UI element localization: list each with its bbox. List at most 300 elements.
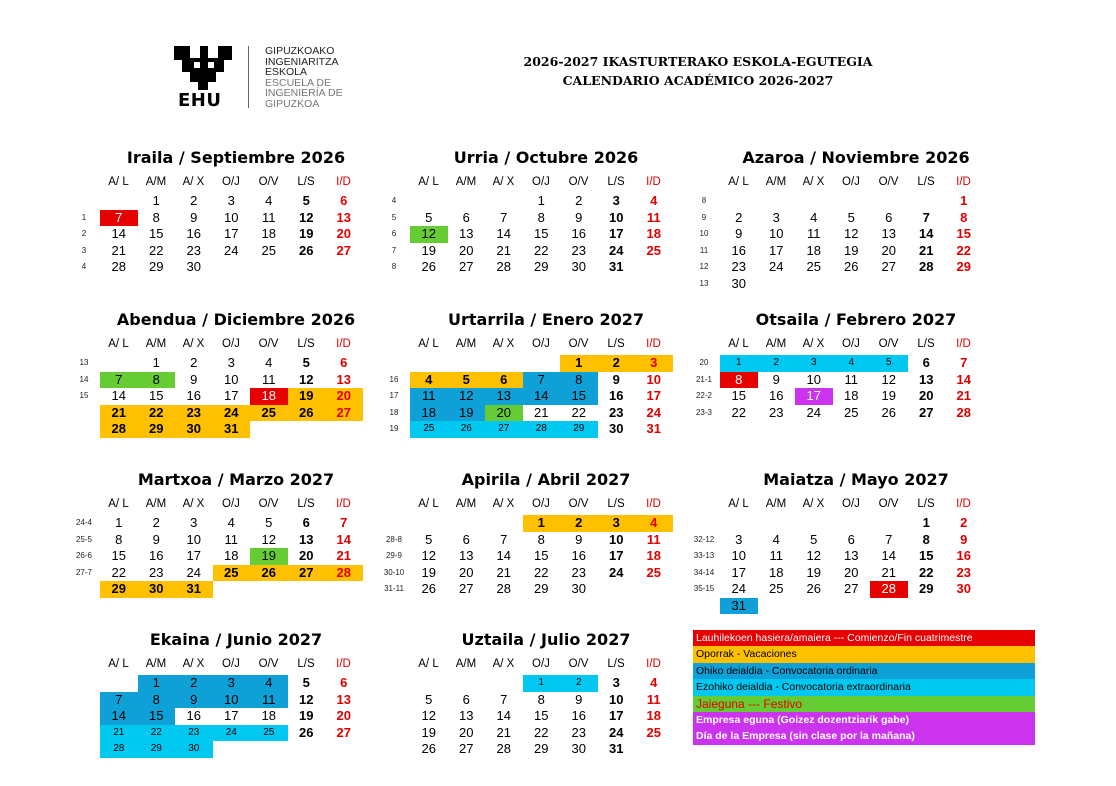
day-cell: 8	[560, 372, 598, 389]
day-cell: 6	[462, 531, 470, 547]
day-cell: 17	[731, 564, 746, 580]
day-cell: 2	[560, 515, 598, 532]
day-cell: 8	[115, 531, 123, 547]
day-header: O/V	[878, 176, 899, 188]
day-cell: 11	[262, 371, 276, 387]
day-header: L/S	[607, 176, 625, 188]
day-cell: 18	[769, 564, 784, 580]
day-header: A/ X	[492, 176, 515, 188]
day-cell: 2	[190, 355, 198, 370]
day-cell: 4	[265, 193, 273, 208]
day-header: O/J	[842, 498, 860, 510]
week-number: 19	[389, 424, 399, 433]
day-cell: 12	[261, 531, 276, 547]
day-cell: 18	[646, 548, 661, 563]
day-cell: 6	[340, 193, 348, 208]
day-cell: 2	[598, 355, 636, 372]
week-number: 26-6	[75, 551, 92, 560]
day-header: L/S	[607, 498, 625, 510]
day-cell: 22	[138, 405, 176, 422]
week-number: 5	[391, 212, 397, 222]
school-name	[265, 46, 343, 109]
day-cell: 27	[336, 724, 351, 740]
day-cell: 18	[844, 388, 859, 403]
day-cell: 16	[571, 708, 586, 723]
day-cell: 31	[175, 581, 213, 598]
day-cell: 24	[186, 564, 201, 580]
day-cell: 24	[609, 242, 624, 258]
day-cell: 9	[575, 691, 583, 707]
day-cell: 24	[646, 404, 661, 420]
day-cell: 2	[190, 193, 198, 208]
day-cell: 26	[288, 405, 326, 422]
day-cell: 10	[806, 371, 821, 387]
month-title: Uztaila / Julio 2027	[461, 630, 631, 649]
day-header: O/V	[568, 658, 589, 670]
day-cell: 7	[100, 210, 138, 227]
day-cell: 30	[609, 421, 624, 436]
day-cell: 12	[421, 548, 436, 563]
day-cell: 14	[111, 226, 126, 241]
day-header: O/J	[222, 176, 240, 188]
day-cell: 6	[340, 675, 348, 690]
month-2	[699, 148, 1000, 291]
day-cell: 1	[152, 355, 160, 370]
day-cell: 26	[881, 404, 896, 420]
day-cell: 27	[485, 421, 523, 438]
day-cell: 30	[186, 259, 201, 274]
day-cell: 1	[960, 193, 968, 208]
day-cell: 13	[485, 388, 523, 405]
day-cell: 10	[609, 691, 624, 707]
day-cell: 15	[919, 548, 934, 563]
day-cell: 24	[609, 724, 624, 740]
day-header: O/V	[258, 338, 279, 350]
day-cell: 3	[635, 355, 673, 372]
day-cell: 29	[534, 741, 549, 756]
week-number: 2	[81, 229, 87, 238]
day-cell: 21	[919, 242, 934, 258]
day-header: O/V	[878, 338, 899, 350]
day-cell: 28	[325, 565, 363, 582]
day-cell: 15	[956, 226, 971, 241]
week-number: 27-7	[75, 567, 92, 577]
day-cell: 25	[646, 724, 661, 740]
week-number: 13	[79, 358, 89, 367]
day-cell: 22	[111, 564, 126, 580]
day-cell: 4	[810, 209, 818, 225]
day-cell: 25	[213, 565, 251, 582]
day-header: A/ X	[802, 176, 825, 188]
day-cell: 8	[537, 691, 545, 707]
day-cell: 26	[299, 724, 314, 740]
day-cell: 13	[459, 226, 474, 241]
week-number: 22-2	[695, 391, 712, 400]
day-cell: 30	[571, 741, 586, 756]
day-cell: 20	[485, 405, 523, 422]
month-title: Ekaina / Junio 2027	[149, 630, 323, 649]
day-cell: 8	[960, 209, 968, 225]
day-cell: 2	[175, 675, 213, 692]
day-cell: 25	[410, 421, 448, 438]
day-cell: 3	[795, 355, 833, 372]
day-header: O/J	[222, 658, 240, 670]
day-cell: 28	[956, 404, 971, 420]
week-number: 31-11	[384, 584, 404, 593]
ehu-emblem-icon	[172, 44, 234, 90]
day-cell: 18	[224, 548, 239, 563]
school-line-eu-2: INGENIARITZA	[265, 55, 339, 68]
day-header: A/M	[455, 498, 477, 510]
day-cell: 19	[288, 388, 326, 405]
day-cell: 30	[571, 581, 586, 596]
day-cell: 21	[496, 242, 511, 258]
day-cell: 26	[250, 565, 288, 582]
week-number: 11	[699, 245, 709, 255]
day-header: A/ X	[492, 338, 515, 350]
day-cell: 29	[100, 581, 138, 598]
day-cell: 16	[186, 388, 201, 403]
day-cell: 27	[459, 259, 474, 274]
day-header: A/ L	[418, 176, 439, 188]
day-cell: 8	[720, 372, 758, 389]
day-header: O/J	[842, 176, 860, 188]
day-cell: 17	[224, 708, 239, 723]
day-cell: 7	[922, 209, 930, 225]
school-line-es-1: ESCUELA DE	[265, 76, 331, 89]
day-cell: 29	[956, 259, 971, 274]
day-header: I/D	[956, 498, 971, 510]
day-cell: 25	[769, 581, 784, 596]
day-cell: 27	[459, 741, 474, 756]
day-cell: 28	[100, 741, 138, 758]
day-cell: 12	[299, 691, 314, 707]
day-cell: 11	[410, 388, 448, 405]
day-cell: 30	[956, 581, 971, 596]
week-number: 32-12	[693, 534, 715, 544]
day-header: A/ L	[108, 338, 129, 350]
legend-item: Jaieguna --- Festivo	[693, 696, 1035, 712]
day-header: I/D	[646, 658, 661, 670]
day-header: A/M	[455, 176, 477, 188]
day-cell: 9	[735, 226, 743, 241]
day-cell: 14	[336, 531, 351, 547]
day-cell: 29	[149, 259, 164, 274]
day-cell: 15	[560, 388, 598, 405]
legend-item: Ezohiko deialdia - Convocatoria extraordinaria	[693, 679, 1035, 695]
month-8	[693, 470, 1000, 613]
week-number: 35-15	[693, 584, 715, 593]
day-cell: 12	[299, 371, 314, 387]
day-cell: 12	[421, 708, 436, 723]
week-number: 16	[389, 374, 399, 384]
day-cell: 12	[410, 226, 448, 243]
day-cell: 24	[213, 405, 251, 422]
day-header: A/M	[455, 338, 477, 350]
day-cell: 29	[138, 421, 176, 438]
day-header: A/M	[765, 338, 787, 350]
day-header: A/ L	[418, 338, 439, 350]
day-cell: 22	[919, 564, 934, 580]
day-cell: 3	[735, 531, 743, 547]
day-cell: 19	[299, 226, 314, 241]
day-cell: 21	[534, 404, 549, 420]
day-cell: 21	[496, 724, 511, 740]
day-cell: 21	[881, 564, 896, 580]
day-cell: 9	[190, 209, 198, 225]
day-cell: 3	[598, 515, 636, 532]
day-cell: 1	[537, 193, 545, 208]
week-number: 8	[701, 196, 707, 205]
day-cell: 23	[571, 564, 586, 580]
day-cell: 13	[336, 371, 351, 387]
day-cell: 10	[769, 226, 784, 241]
day-cell: 19	[421, 564, 436, 580]
month-title: Apirila / Abril 2027	[461, 470, 631, 489]
day-cell: 2	[560, 675, 598, 692]
legend	[693, 630, 1035, 745]
week-number: 34-14	[693, 567, 715, 577]
day-cell: 25	[646, 564, 661, 580]
day-cell: 1	[138, 675, 176, 692]
day-cell: 4	[635, 515, 673, 532]
day-header: I/D	[336, 176, 351, 188]
day-cell: 1	[115, 515, 123, 530]
day-cell: 11	[769, 548, 783, 563]
month-9	[100, 630, 380, 770]
day-cell: 24	[213, 725, 251, 742]
day-cell: 11	[646, 531, 661, 547]
week-number: 24-4	[75, 518, 92, 527]
day-cell: 16	[186, 708, 201, 723]
day-cell: 8	[138, 372, 176, 389]
day-cell: 23	[731, 259, 746, 274]
day-header: I/D	[646, 338, 661, 350]
day-cell: 8	[537, 531, 545, 547]
day-cell: 7	[100, 692, 138, 709]
day-cell: 11	[646, 209, 661, 225]
day-cell: 18	[410, 405, 448, 422]
day-cell: 15	[731, 388, 746, 403]
day-header: A/M	[145, 176, 167, 188]
day-cell: 6	[462, 691, 470, 707]
day-header: L/S	[917, 176, 935, 188]
week-number: 15	[79, 391, 89, 400]
day-header: I/D	[646, 176, 661, 188]
ehu-logo	[172, 44, 372, 114]
day-cell: 20	[459, 724, 474, 740]
day-cell: 13	[844, 548, 859, 563]
day-cell: 7	[100, 372, 138, 389]
day-cell: 20	[336, 708, 351, 723]
day-cell: 18	[250, 388, 288, 405]
month-title: Iraila / Septiembre 2026	[126, 148, 346, 167]
day-header: I/D	[956, 176, 971, 188]
day-cell: 25	[806, 259, 821, 274]
day-cell: 6	[885, 209, 893, 225]
day-cell: 21	[496, 564, 511, 580]
day-cell: 8	[138, 692, 176, 709]
day-header: A/ X	[182, 176, 205, 188]
day-cell: 27	[844, 581, 859, 596]
day-cell: 16	[769, 388, 784, 403]
day-header: O/J	[532, 338, 550, 350]
day-header: A/ L	[108, 658, 129, 670]
day-header: L/S	[297, 498, 315, 510]
day-cell: 21	[336, 548, 351, 563]
day-cell: 19	[881, 388, 896, 403]
day-cell: 9	[575, 209, 583, 225]
day-cell: 4	[772, 531, 780, 547]
day-header: A/ X	[802, 338, 825, 350]
month-7	[383, 470, 690, 610]
day-header: O/V	[258, 658, 279, 670]
week-number: 9	[701, 212, 707, 222]
day-cell: 10	[609, 209, 624, 225]
day-cell: 3	[227, 355, 235, 370]
day-cell: 9	[960, 531, 968, 547]
day-cell: 11	[262, 209, 276, 225]
school-line-es-2: INGENIERÍA DE	[265, 87, 343, 99]
day-header: O/J	[532, 176, 550, 188]
day-cell: 24	[731, 581, 746, 596]
day-cell: 8	[537, 209, 545, 225]
day-cell: 7	[885, 531, 893, 547]
day-cell: 9	[575, 531, 583, 547]
legend-item: Oporrak - Vacaciones	[693, 646, 1035, 662]
month-5	[695, 310, 1000, 450]
week-number: 4	[391, 196, 397, 205]
day-header: I/D	[956, 338, 971, 350]
day-cell: 4	[650, 193, 658, 208]
day-cell: 15	[138, 708, 176, 725]
day-cell: 19	[299, 708, 314, 723]
day-header: A/ X	[182, 338, 205, 350]
day-cell: 4	[250, 675, 288, 692]
title-basque: 2026-2027 IKASTURTERAKO ESKOLA-EGUTEGIA	[523, 54, 873, 69]
legend-item: Lauhilekoen hasiera/amaiera --- Comienzo/Fin cuatrimestre	[693, 630, 1035, 646]
day-cell: 13	[299, 531, 314, 547]
day-cell: 4	[833, 355, 871, 372]
day-cell: 21	[100, 405, 138, 422]
day-cell: 23	[571, 242, 586, 258]
day-cell: 5	[870, 355, 908, 372]
week-number: 1	[81, 212, 87, 222]
day-cell: 18	[646, 708, 661, 723]
week-number: 17	[389, 391, 399, 400]
day-cell: 24	[769, 259, 784, 274]
day-header: A/M	[145, 658, 167, 670]
day-cell: 21	[111, 242, 126, 258]
day-cell: 20	[919, 388, 934, 403]
day-cell: 10	[609, 531, 624, 547]
day-cell: 27	[325, 405, 363, 422]
month-3	[79, 310, 380, 450]
day-cell: 5	[425, 531, 433, 547]
week-number: 28-8	[385, 534, 402, 544]
day-cell: 6	[922, 355, 930, 370]
day-header: O/V	[258, 498, 279, 510]
day-cell: 26	[299, 242, 314, 258]
day-cell: 15	[111, 548, 126, 563]
day-cell: 3	[227, 193, 235, 208]
day-cell: 17	[795, 388, 833, 405]
month-title: Abendua / Diciembre 2026	[116, 310, 356, 329]
day-cell: 22	[731, 404, 746, 420]
day-cell: 23	[149, 564, 164, 580]
week-number: 10	[699, 229, 709, 238]
week-number: 23-3	[695, 407, 712, 417]
day-cell: 8	[152, 209, 160, 225]
day-cell: 14	[523, 388, 561, 405]
day-cell: 28	[496, 581, 511, 596]
day-cell: 9	[152, 531, 160, 547]
day-header: A/ L	[418, 658, 439, 670]
day-cell: 31	[609, 741, 624, 756]
day-cell: 6	[485, 372, 523, 389]
day-cell: 22	[534, 564, 549, 580]
day-cell: 7	[500, 531, 508, 547]
day-header: A/ L	[728, 498, 749, 510]
day-cell: 22	[956, 242, 971, 258]
day-cell: 10	[186, 531, 201, 547]
day-cell: 27	[881, 259, 896, 274]
week-number: 20	[699, 358, 709, 367]
day-cell: 16	[731, 242, 746, 258]
day-cell: 26	[448, 421, 486, 438]
day-cell: 15	[149, 226, 164, 241]
day-cell: 22	[534, 242, 549, 258]
day-cell: 29	[560, 421, 598, 438]
week-number: 12	[699, 262, 709, 271]
day-cell: 16	[956, 548, 971, 563]
day-cell: 4	[410, 372, 448, 389]
day-cell: 19	[421, 242, 436, 258]
day-cell: 16	[571, 548, 586, 563]
day-header: A/ X	[182, 658, 205, 670]
week-number: 3	[81, 245, 87, 255]
day-cell: 11	[807, 226, 821, 241]
day-cell: 22	[571, 404, 586, 420]
day-cell: 23	[571, 724, 586, 740]
day-cell: 7	[960, 355, 968, 370]
day-cell: 24	[609, 564, 624, 580]
day-cell: 4	[650, 675, 658, 690]
day-header: A/ L	[728, 338, 749, 350]
day-cell: 6	[302, 515, 310, 530]
day-cell: 25	[844, 404, 859, 420]
month-title: Urria / Octubre 2026	[453, 148, 639, 167]
day-cell: 8	[922, 531, 930, 547]
day-cell: 31	[213, 421, 251, 438]
day-cell: 28	[496, 741, 511, 756]
day-cell: 28	[919, 259, 934, 274]
day-cell: 28	[496, 259, 511, 274]
day-cell: 17	[224, 226, 239, 241]
day-cell: 23	[609, 404, 624, 420]
day-cell: 7	[340, 515, 348, 530]
day-cell: 18	[646, 226, 661, 241]
day-header: A/ X	[492, 498, 515, 510]
day-cell: 31	[609, 259, 624, 274]
logo-divider	[248, 46, 249, 108]
day-cell: 13	[336, 209, 351, 225]
day-cell: 19	[421, 724, 436, 740]
day-cell: 24	[224, 242, 239, 258]
day-cell: 26	[421, 259, 436, 274]
day-cell: 3	[772, 209, 780, 225]
day-cell: 30	[731, 275, 746, 291]
